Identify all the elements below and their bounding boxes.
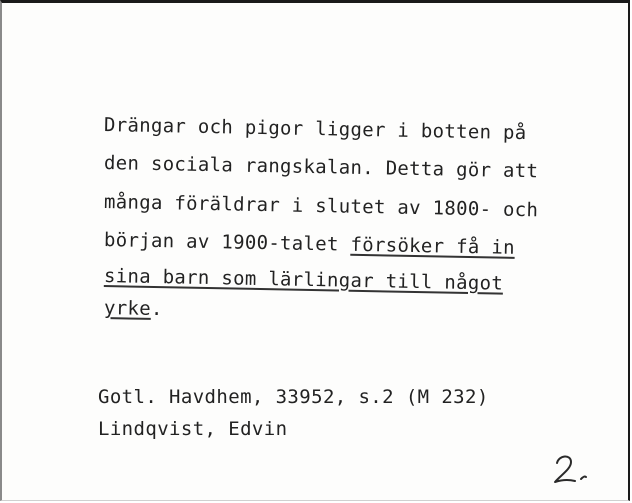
source-reference-text: Gotl. Havdhem, 33952, s.2 (M 232) bbox=[98, 386, 489, 408]
body-text-line-1 bbox=[104, 114, 527, 144]
body-line-5-underlined: sina barn som lärlingar till något bbox=[103, 265, 504, 295]
body-text-line-6 bbox=[104, 297, 163, 320]
source-reference bbox=[98, 386, 489, 408]
body-line-4-underlined: försöker få in bbox=[350, 233, 516, 259]
body-line-6-plain: . bbox=[150, 297, 163, 321]
body-line-2-text: den sociala rangskalan. Detta gör att bbox=[103, 152, 539, 183]
body-text-line-2 bbox=[104, 152, 539, 182]
body-line-4-plain: början av 1900-talet bbox=[103, 229, 351, 256]
body-line-6-underlined: yrke bbox=[103, 297, 152, 320]
body-text-line-5 bbox=[104, 265, 503, 295]
informant-name bbox=[98, 418, 287, 440]
body-text-line-3 bbox=[104, 191, 539, 221]
body-text-line-4 bbox=[104, 229, 515, 259]
body-line-1-text: Drängar och pigor ligger i botten på bbox=[103, 114, 527, 145]
body-line-3-text: många föräldrar i slutet av 1800- och bbox=[103, 191, 539, 222]
informant-name-text: Lindqvist, Edvin bbox=[98, 418, 288, 440]
handwritten-page-number bbox=[547, 449, 597, 489]
